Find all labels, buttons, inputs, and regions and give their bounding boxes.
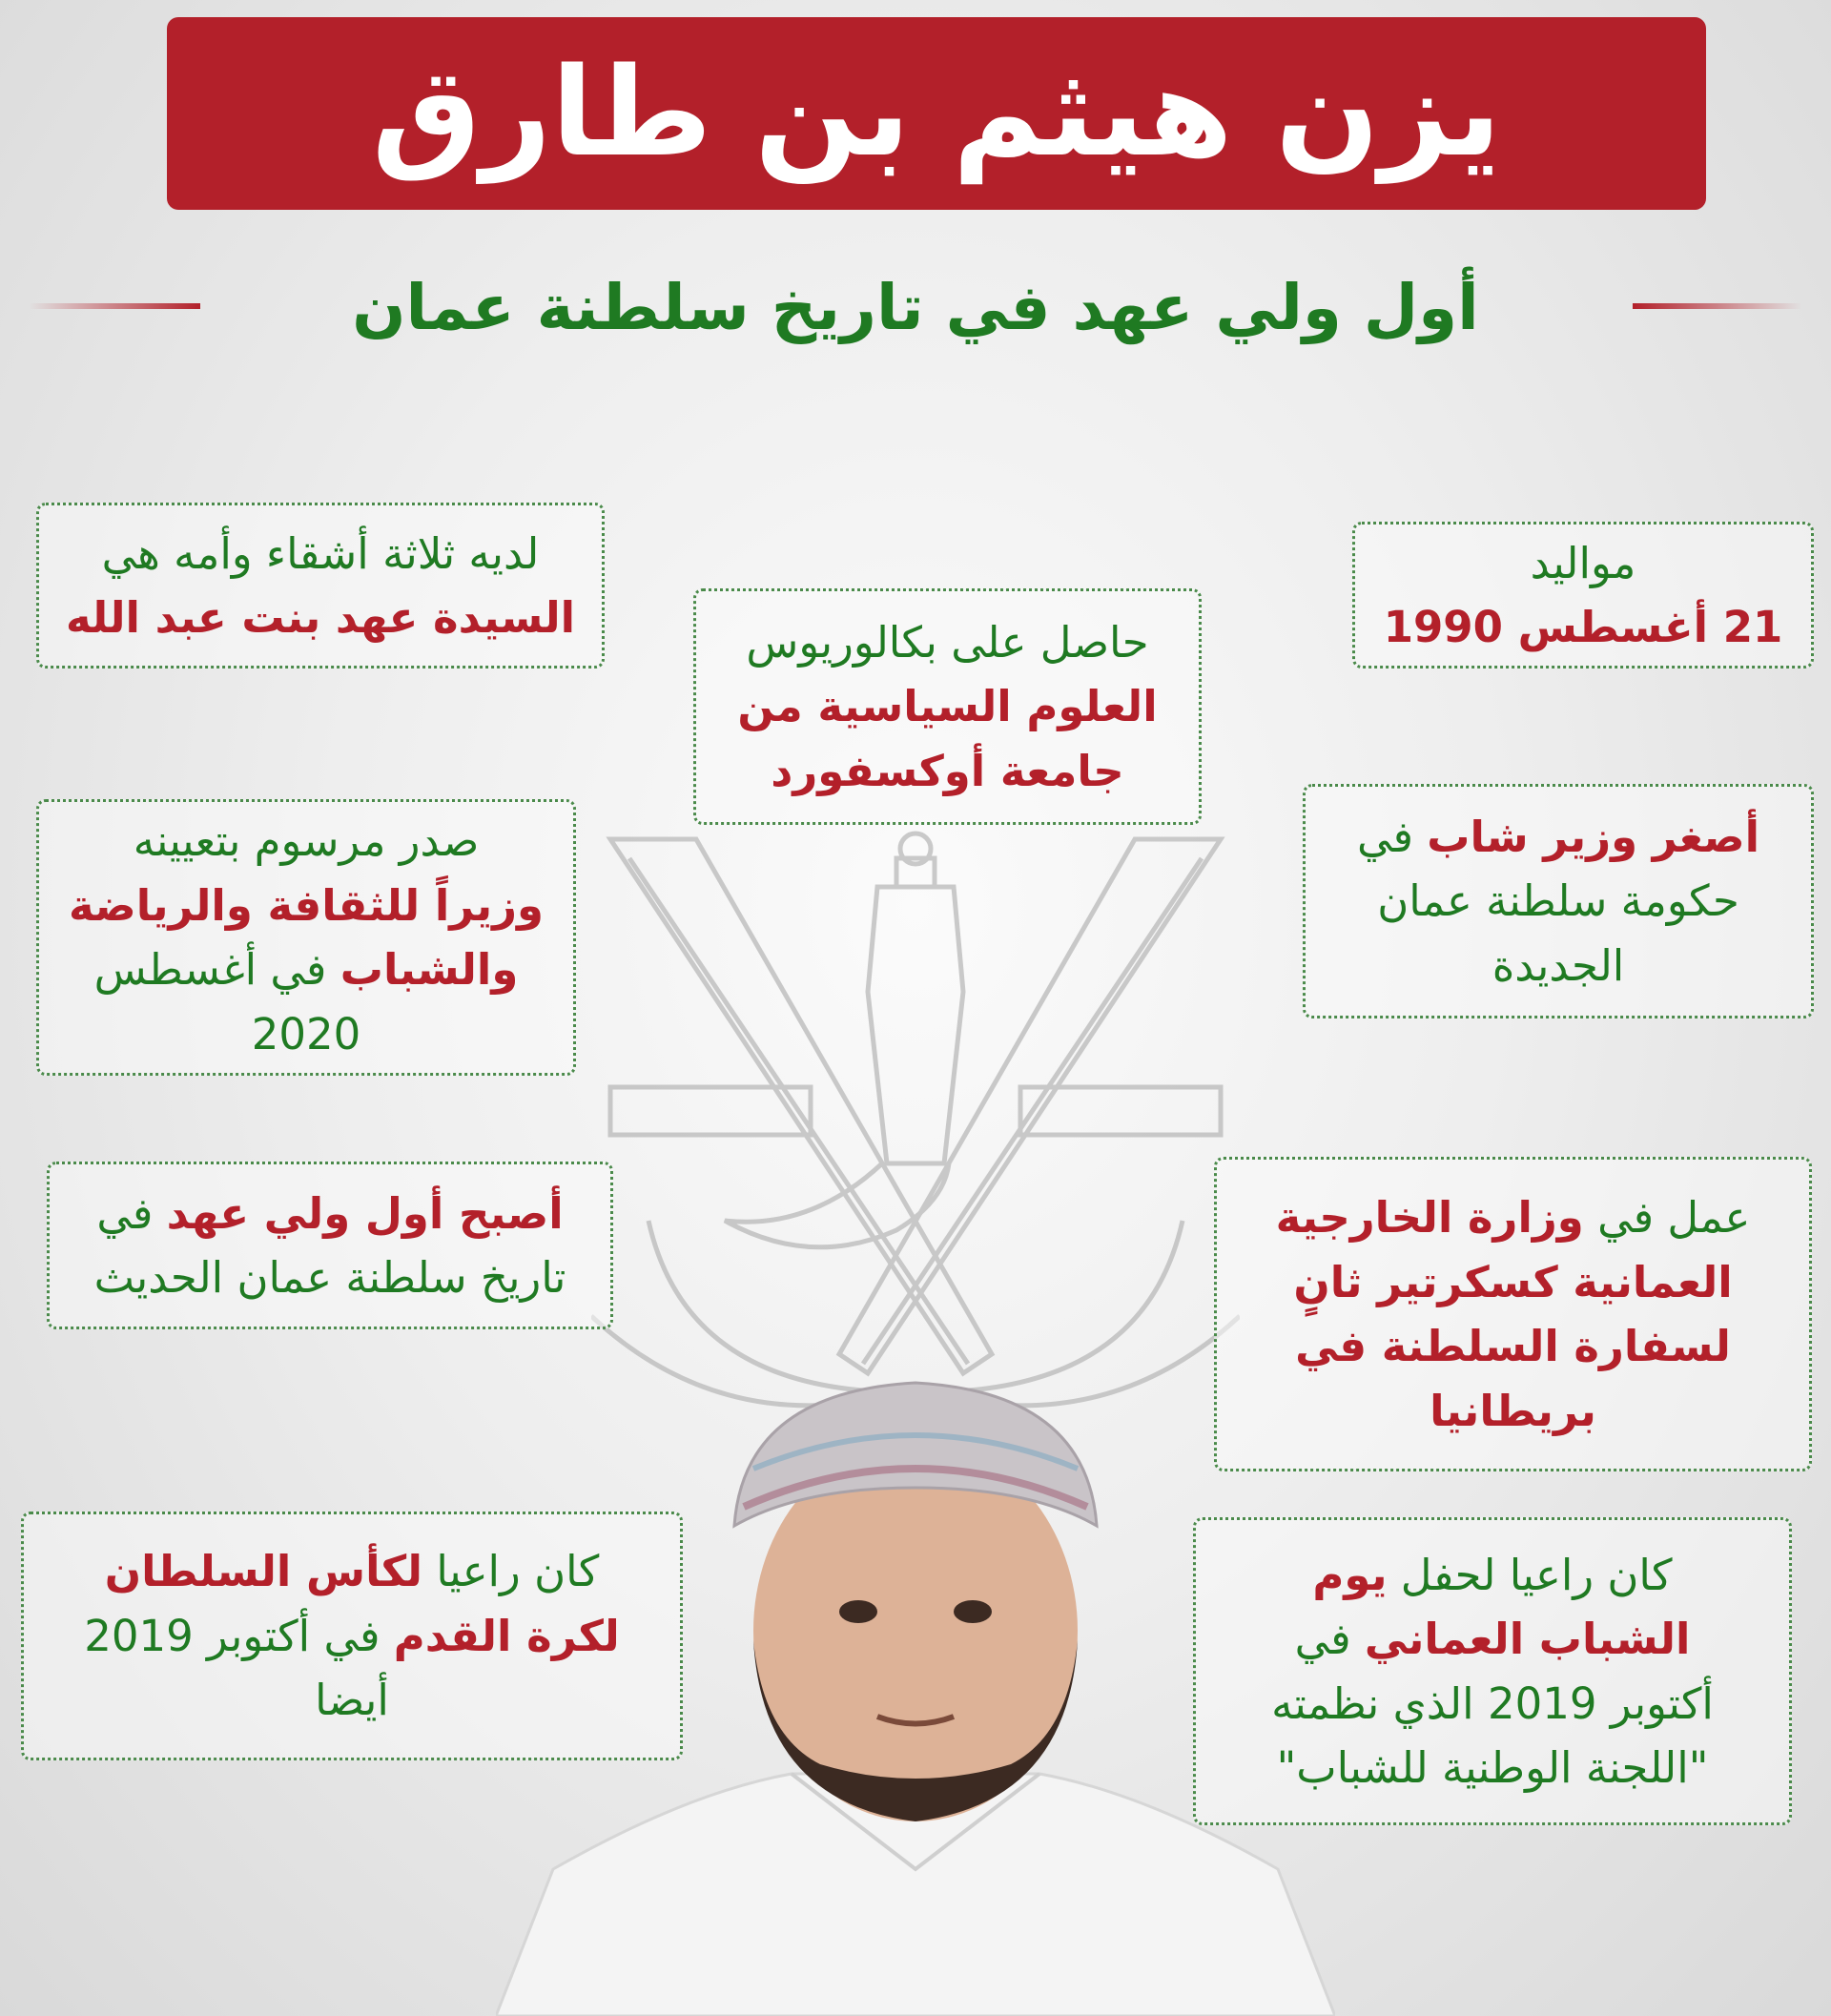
crown-prince-text-2: تاريخ سلطنة عمان الحديث <box>93 1252 566 1303</box>
youth-day-text-3: أكتوبر 2019 الذي نظمته <box>1271 1677 1714 1729</box>
youth-day-highlight-1: يوم <box>1312 1549 1388 1600</box>
siblings-text: لديه ثلاثة أشقاء وأمه هي <box>101 527 540 579</box>
education-text: حاصل على بكالوريوس <box>746 616 1149 668</box>
fact-siblings <box>36 503 605 669</box>
decree-year: 2020 <box>251 1008 361 1059</box>
fact-minister-decree <box>36 799 576 1076</box>
foreign-highlight-2: العمانية كسكرتير ثانٍ <box>1293 1256 1733 1307</box>
youth-day-text-1: كان راعيا لحفل <box>1387 1549 1673 1600</box>
title-banner <box>167 17 1706 210</box>
foreign-highlight-4: بريطانيا <box>1430 1385 1596 1436</box>
fact-youth-day <box>1193 1517 1792 1825</box>
sultan-cup-highlight-1: لكأس السلطان <box>104 1546 423 1597</box>
youngest-minister-highlight: أصغر وزير شاب <box>1427 811 1760 862</box>
fact-education <box>693 588 1202 825</box>
sultan-cup-text-3: أيضا <box>315 1675 389 1726</box>
fact-crown-prince <box>47 1162 613 1329</box>
foreign-highlight-3: لسفارة السلطنة في <box>1295 1321 1731 1371</box>
fact-foreign-ministry <box>1214 1157 1812 1471</box>
subtitle-rule-left <box>29 303 200 309</box>
foreign-text-1: عمل في <box>1583 1192 1751 1243</box>
birth-date: 21 أغسطس 1990 <box>1383 602 1783 652</box>
crown-prince-highlight: أصبح أول ولي عهد <box>166 1187 564 1239</box>
youth-day-text-2: في <box>1294 1614 1365 1664</box>
education-university: جامعة أوكسفورد <box>771 745 1124 796</box>
youth-day-highlight-2: الشباب العماني <box>1364 1614 1691 1664</box>
youngest-minister-text-2: حكومة سلطنة عمان <box>1377 875 1739 927</box>
decree-highlight-2: والشباب <box>339 944 519 995</box>
crown-prince-text-1: في <box>96 1187 167 1239</box>
page-subtitle: أول ولي عهد في تاريخ سلطنة عمان <box>352 271 1479 344</box>
youth-day-text-4: "اللجنة الوطنية للشباب" <box>1276 1742 1709 1793</box>
page-title: يزن هيثم بن طارق <box>371 42 1502 184</box>
youngest-minister-text-3: الجديدة <box>1492 939 1625 991</box>
decree-highlight-1: وزيراً للثقافة والرياضة <box>68 879 545 931</box>
decree-text-1: صدر مرسوم بتعيينه <box>133 815 480 866</box>
education-field: العلوم السياسية من <box>737 681 1158 732</box>
mother-name: السيدة عهد بنت عبد الله <box>65 592 576 643</box>
fact-youngest-minister <box>1303 784 1814 1018</box>
sultan-cup-text-1: كان راعيا <box>422 1546 600 1597</box>
foreign-highlight-1: وزارة الخارجية <box>1275 1192 1584 1243</box>
youngest-minister-text-1: في <box>1356 811 1428 862</box>
subtitle-rule-right <box>1633 303 1802 309</box>
fact-birth <box>1352 522 1814 669</box>
birth-label: مواليد <box>1530 537 1636 588</box>
sultan-cup-highlight-2: لكرة القدم <box>393 1610 620 1661</box>
sultan-cup-text-2: في أكتوبر 2019 <box>84 1610 394 1661</box>
decree-text-2: في أغسطس <box>93 944 340 995</box>
fact-sultan-cup <box>21 1512 683 1760</box>
